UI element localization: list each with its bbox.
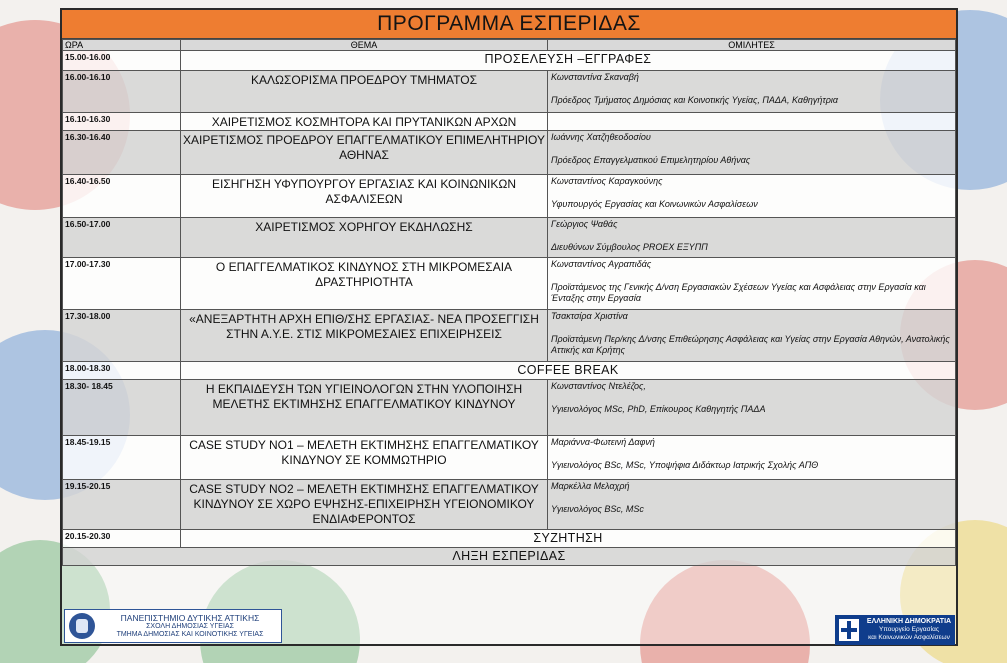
speaker-role: Προϊστάμενος της Γενικής Δ/νση Εργασιακών Σχέσεων Υγείας και Ασφάλειας στην Εργασία και Ένταξης στην Εργασία xyxy=(551,282,926,303)
closing-label: ΛΗΞΗ ΕΣΠΕΡΙΔΑΣ xyxy=(63,548,956,566)
row-time: 20.15-20.30 xyxy=(63,530,181,548)
row-time: 19.15-20.15 xyxy=(63,480,181,530)
speaker-role: Προϊστάμενη Περ/κης Δ/νσης Επιθεώρησης Ασφάλειας και Υγείας στην Εργασία Αθηνών, Ανατολικής Αττικής και Κρήτης xyxy=(551,334,950,355)
row-speaker xyxy=(548,380,956,436)
speaker-name: Ιωάννης Χατζηθεοδοσίου xyxy=(551,132,651,142)
row-time: 18.45-19.15 xyxy=(63,436,181,480)
speaker-role: Πρόεδρος Τμήματος Δημόσιας και Κοινοτικής Υγείας, ΠΑΔΑ, Καθηγήτρια xyxy=(551,95,838,105)
table-row xyxy=(63,131,956,175)
row-speaker xyxy=(548,175,956,218)
row-theme: ΕΙΣΗΓΗΣΗ ΥΦΥΠΟΥΡΓΟΥ ΕΡΓΑΣΙΑΣ ΚΑΙ ΚΟΙΝΩΝΙΚΩΝ ΑΣΦΑΛΙΣΕΩΝ xyxy=(181,175,548,218)
table-row xyxy=(63,113,956,131)
row-speaker xyxy=(548,436,956,480)
row-time: 18.30- 18.45 xyxy=(63,380,181,436)
row-theme: Ο ΕΠΑΓΓΕΛΜΑΤΙΚΟΣ ΚΙΝΔΥΝΟΣ ΣΤΗ ΜΙΚΡΟΜΕΣΑΙΑ ΔΡΑΣΤΗΡΙΟΤΗΤΑ xyxy=(181,258,548,310)
row-speaker xyxy=(548,113,956,131)
logo-right-line3: και Κοινωνικών Ασφαλίσεων xyxy=(868,634,950,641)
speaker-name: Γεώργιος Ψαθάς xyxy=(551,219,618,229)
cross-emblem-icon xyxy=(839,619,859,641)
row-speaker xyxy=(548,131,956,175)
row-speaker xyxy=(548,71,956,113)
row-speaker xyxy=(548,218,956,258)
row-time: 16.50-17.00 xyxy=(63,218,181,258)
logo-left-line2: ΣΧΟΛΗ ΔΗΜΟΣΙΑΣ ΥΓΕΙΑΣ xyxy=(146,622,234,630)
table-row xyxy=(63,310,956,362)
row-time: 16.30-16.40 xyxy=(63,131,181,175)
table-row xyxy=(63,71,956,113)
row-full-label: ΣΥΖΗΤΗΣΗ xyxy=(181,530,956,548)
speaker-role: Υγιεινολόγος BSc, MSc xyxy=(551,504,644,514)
row-speaker xyxy=(548,480,956,530)
program-sheet xyxy=(60,8,958,646)
row-speaker xyxy=(548,310,956,362)
table-row xyxy=(63,218,956,258)
table-row xyxy=(63,380,956,436)
speaker-role: Υγιεινολόγος MSc, PhD, Επίκουρος Καθηγητής ΠΑΔΑ xyxy=(551,404,766,414)
header-speakers: ΟΜΙΛΗΤΕΣ xyxy=(548,40,956,51)
speaker-name: Κωνσταντίνος Αγραπιδάς xyxy=(551,259,652,269)
table-row xyxy=(63,362,956,380)
row-theme: ΧΑΙΡΕΤΙΣΜΟΣ ΧΟΡΗΓΟΥ ΕΚΔΗΛΩΣΗΣ xyxy=(181,218,548,258)
speaker-role: Υγιεινολόγος BSc, MSc, Υποψήφια Διδάκτωρ Ιατρικής Σχολής ΑΠΘ xyxy=(551,460,819,470)
header-theme: ΘΕΜΑ xyxy=(181,40,548,51)
program-table xyxy=(62,39,956,566)
table-row xyxy=(63,548,956,566)
speaker-name: Κωνσταντίνος Ντελέζος, xyxy=(551,381,646,391)
table-row xyxy=(63,480,956,530)
row-time: 15.00-16.00 xyxy=(63,51,181,71)
speaker-role: Πρόεδρος Επαγγελματικού Επιμελητηρίου Αθήνας xyxy=(551,155,751,165)
speaker-role: Διευθύνων Σύμβουλος PROEX ΕΞΥΠΠ xyxy=(551,242,708,252)
row-time: 16.40-16.50 xyxy=(63,175,181,218)
table-row xyxy=(63,258,956,310)
university-logo xyxy=(64,609,282,643)
row-full-label: COFFEE BREAK xyxy=(181,362,956,380)
row-theme: Η ΕΚΠΑΙΔΕΥΣΗ ΤΩΝ ΥΓΙΕΙΝΟΛΟΓΩΝ ΣΤΗΝ ΥΛΟΠΟΙΗΣΗ ΜΕΛΕΤΗΣ ΕΚΤΙΜΗΣΗΣ ΕΠΑΓΓΕΛΜΑΤΙΚΟΥ ΚΙΝΔΥΝΟΥ xyxy=(181,380,548,436)
logo-right-line1: ΕΛΛΗΝΙΚΗ ΔΗΜΟΚΡΑΤΙΑ xyxy=(866,618,952,625)
speaker-role: Υφυπουργός Εργασίας και Κοινωνικών Ασφαλίσεων xyxy=(551,199,758,209)
university-seal-icon xyxy=(69,613,95,639)
logo-left-line3: ΤΜΗΜΑ ΔΗΜΟΣΙΑΣ ΚΑΙ ΚΟΙΝΟΤΙΚΗΣ ΥΓΕΙΑΣ xyxy=(116,630,264,638)
row-time: 16.00-16.10 xyxy=(63,71,181,113)
row-theme: CASE STUDY NO2 – ΜΕΛΕΤΗ ΕΚΤΙΜΗΣΗΣ ΕΠΑΓΓΕΛΜΑΤΙΚΟΥ ΚΙΝΔΥΝΟΥ ΣΕ ΧΩΡΟ ΕΨΗΣΗΣ-ΕΠΙΧΕΙΡΗΣΗ ΥΓΕΙΟΝΟΜΙΚΟΥ ΕΝΔΙΑΦΕΡΟΝΤΟΣ xyxy=(181,480,548,530)
table-row xyxy=(63,530,956,548)
speaker-name: Κωνσταντίνα Σκαναβή xyxy=(551,72,639,82)
speaker-name: Μαριάννα-Φωτεινή Δαφνή xyxy=(551,437,655,447)
speaker-name: Κωνσταντίνος Καραγκούνης xyxy=(551,176,663,186)
logo-right-line2: Υπουργείο Εργασίας xyxy=(879,626,939,633)
row-theme: ΧΑΙΡΕΤΙΣΜΟΣ ΚΟΣΜΗΤΟΡΑ ΚΑΙ ΠΡΥΤΑΝΙΚΩΝ ΑΡΧΩΝ xyxy=(181,113,548,131)
row-time: 17.00-17.30 xyxy=(63,258,181,310)
row-time: 17.30-18.00 xyxy=(63,310,181,362)
row-time: 16.10-16.30 xyxy=(63,113,181,131)
table-row xyxy=(63,436,956,480)
row-time: 18.00-18.30 xyxy=(63,362,181,380)
footer xyxy=(62,567,956,644)
row-theme: ΧΑΙΡΕΤΙΣΜΟΣ ΠΡΟΕΔΡΟΥ ΕΠΑΓΓΕΛΜΑΤΙΚΟΥ ΕΠΙΜΕΛΗΤΗΡΙΟΥ ΑΘΗΝΑΣ xyxy=(181,131,548,175)
ministry-logo xyxy=(835,615,955,645)
row-theme: ΚΑΛΩΣΟΡΙΣΜΑ ΠΡΟΕΔΡΟΥ ΤΜΗΜΑΤΟΣ xyxy=(181,71,548,113)
logo-left-line1: ΠΑΝΕΠΙΣΤΗΜΙΟ ΔΥΤΙΚΗΣ ΑΤΤΙΚΗΣ xyxy=(120,612,260,623)
row-theme: CASE STUDY NO1 – ΜΕΛΕΤΗ ΕΚΤΙΜΗΣΗΣ ΕΠΑΓΓΕΛΜΑΤΙΚΟΥ ΚΙΝΔΥΝΟΥ ΣΕ ΚΟΜΜΩΤΗΡΙΟ xyxy=(181,436,548,480)
row-speaker xyxy=(548,258,956,310)
header-time: ΩΡΑ xyxy=(63,40,181,51)
speaker-name: Τσακτσίρα Χριστίνα xyxy=(551,311,628,321)
table-row xyxy=(63,51,956,71)
speaker-name: Μαρκέλλα Μελαχρή xyxy=(551,481,630,491)
row-theme: «ΑΝΕΞΑΡΤΗΤΗ ΑΡΧΗ ΕΠΙΘ/ΣΗΣ ΕΡΓΑΣΙΑΣ- ΝΕΑ ΠΡΟΣΕΓΓΙΣΗ ΣΤΗΝ Α.Υ.Ε. ΣΤΙΣ ΜΙΚΡΟΜΕΣΑΙΕΣ ΕΠΙΧΕΙΡΗΣΕΙΣ xyxy=(181,310,548,362)
row-full-label: ΠΡΟΣΕΛΕΥΣΗ –ΕΓΓΡΑΦΕΣ xyxy=(181,51,956,71)
page-title: ΠΡΟΓΡΑΜΜΑ ΕΣΠΕΡΙΔΑΣ xyxy=(62,10,956,39)
table-row xyxy=(63,175,956,218)
